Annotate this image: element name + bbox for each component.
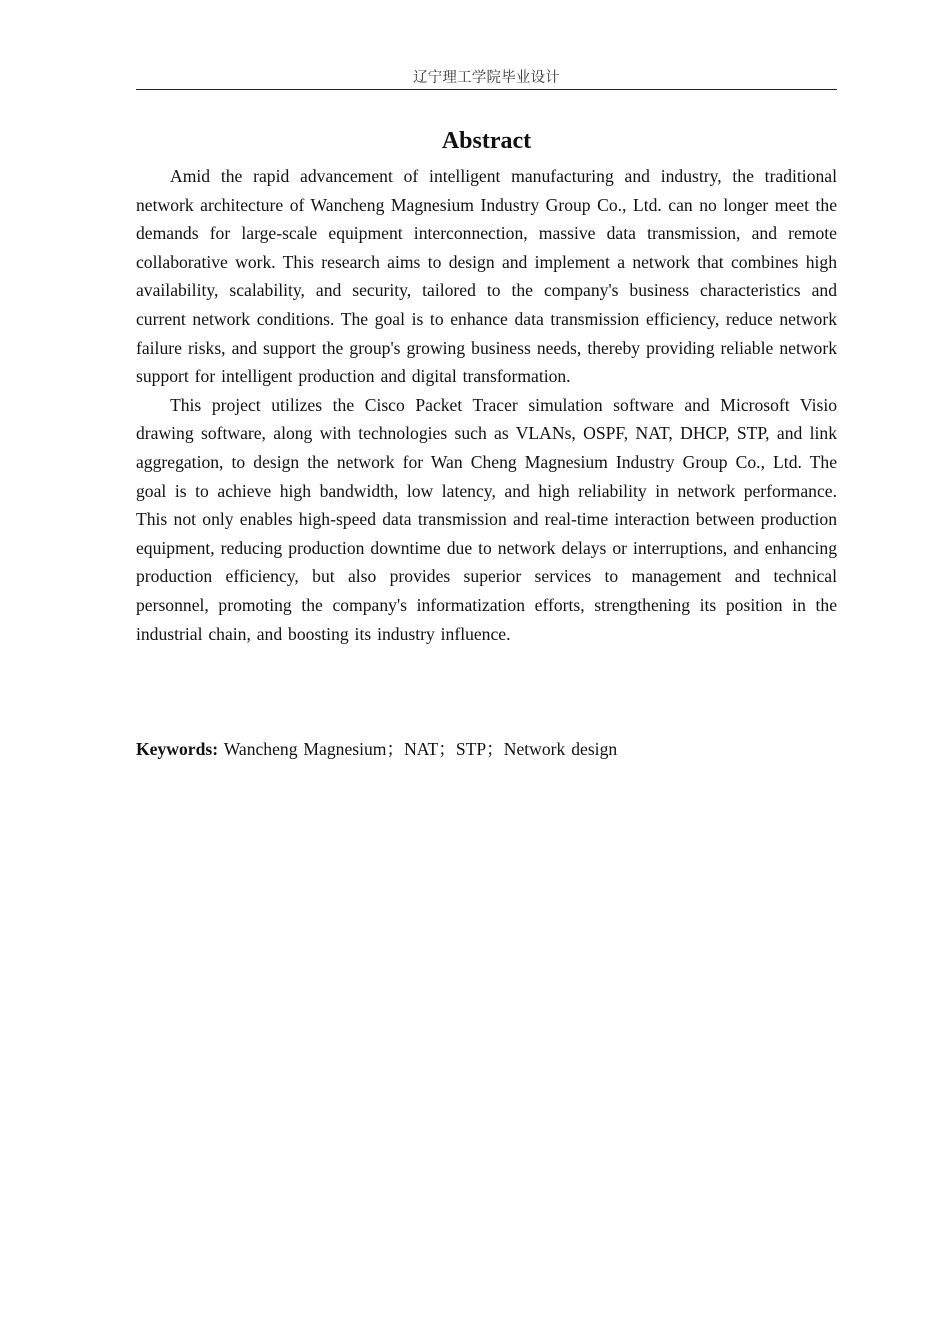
abstract-body — [136, 162, 837, 648]
abstract-paragraph-2: This project utilizes the Cisco Packet Tracer simulation software and Microsoft Visio drawing software, along with technologies such as VLANs, OSPF, NAT, DHCP, STP, and link aggregation, to design the network for Wan Cheng Magnesium Industry Group Co., Ltd. The goal is to achieve high bandwidth, low latency, and high reliability in network performance. This not only enables high-speed data transmission and real-time interaction between production equipment, reducing production downtime due to network delays or interruptions, and enhancing production efficiency, but also provides superior services to management and technical personnel, promoting the company's informatization efforts, strengthening its position in the industrial chain, and boosting its industry influence. — [136, 394, 837, 644]
keywords-text: Wancheng Magnesium；NAT；STP；Network design — [223, 739, 618, 759]
keywords-line — [136, 735, 837, 763]
abstract-paragraph-1: Amid the rapid advancement of intelligent manufacturing and industry, the traditional network architecture of Wancheng Magnesium Industry Group Co., Ltd. can no longer meet the demands for large-scale equipment interconnection, massive data transmission, and remote collaborative work. This research aims to design and implement a network that combines high availability, scalability, and security, tailored to the company's business characteristics and current network conditions. The goal is to enhance data transmission efficiency, reduce network failure risks, and support the group's growing business needs, thereby providing reliable network support for intelligent production and digital transformation. — [136, 166, 837, 387]
abstract-title: Abstract — [441, 128, 532, 154]
keywords-label: Keywords: — [136, 739, 219, 759]
running-header: 辽宁理工学院毕业设计 — [136, 68, 837, 90]
